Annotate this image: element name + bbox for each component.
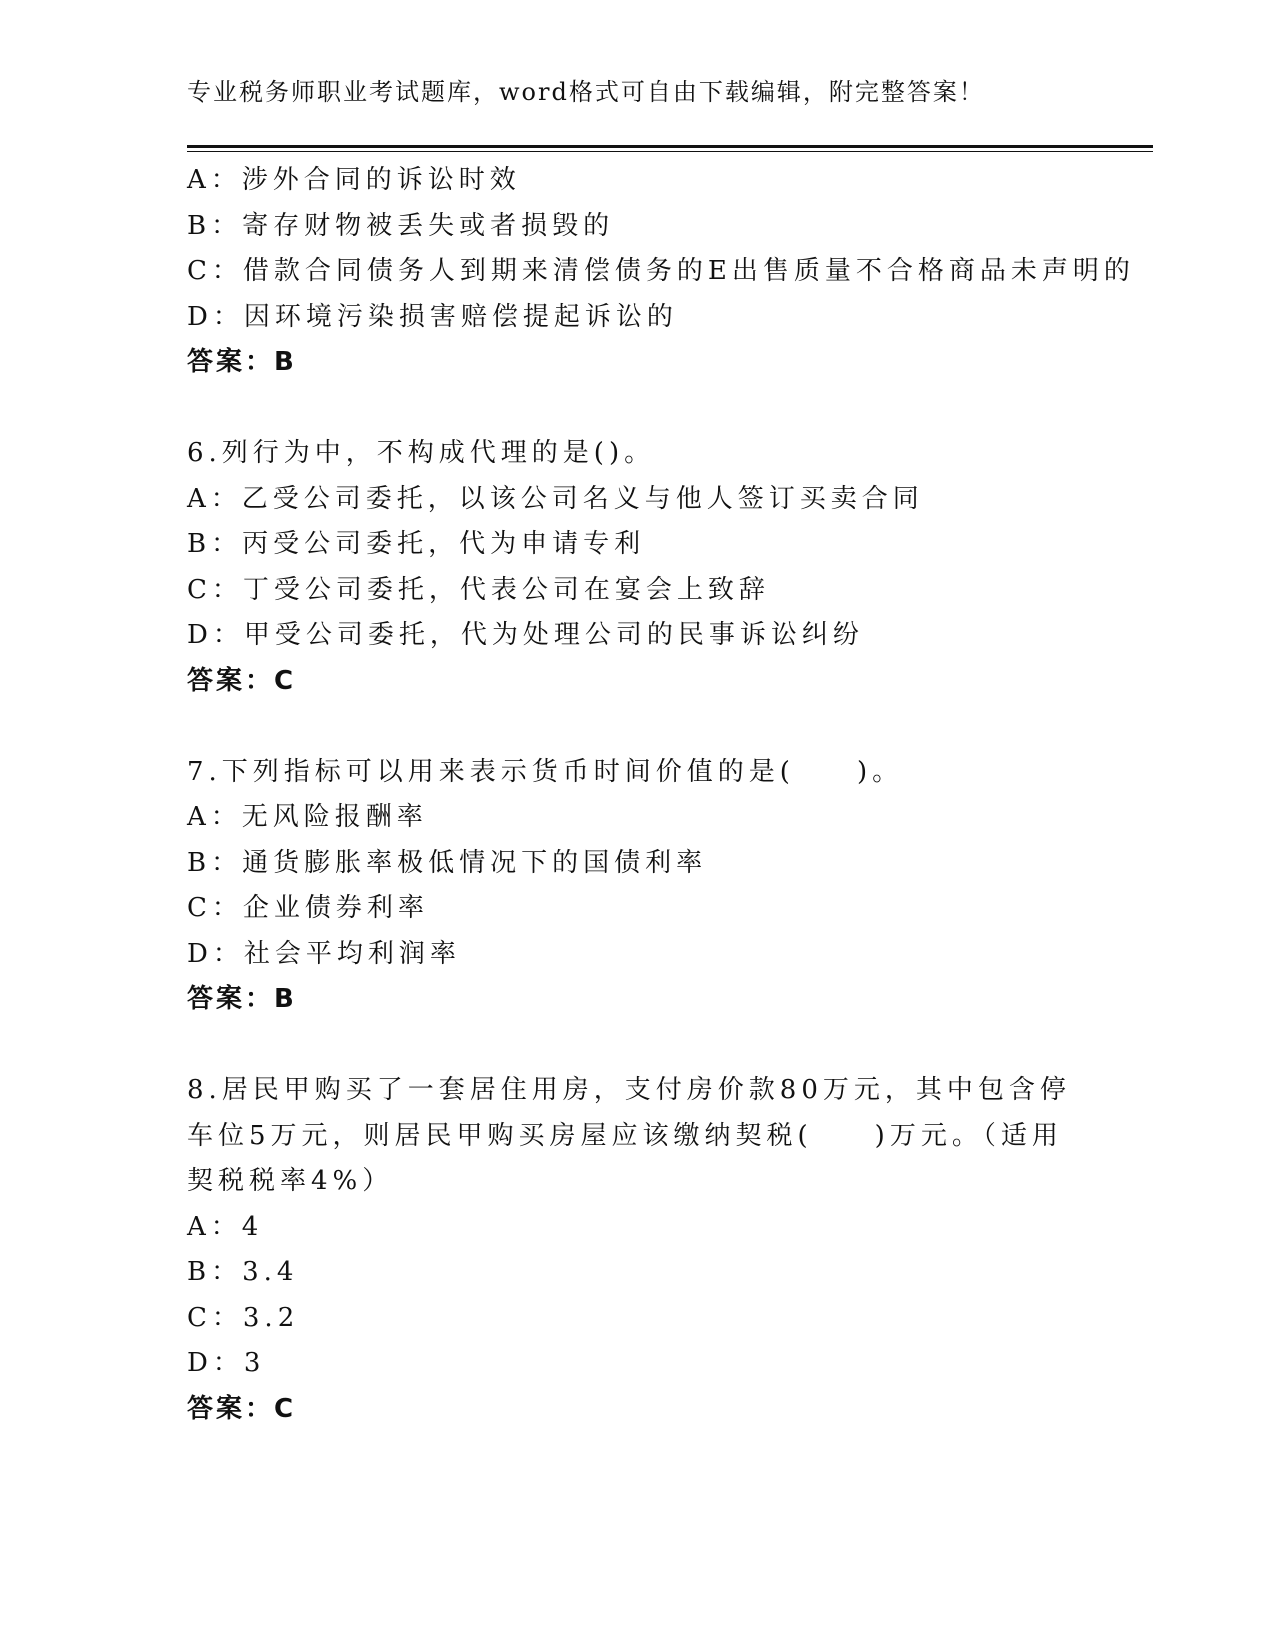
question-block-partial [187, 158, 1135, 386]
option-b: B：通货膨胀率极低情况下的国债利率 [187, 847, 708, 878]
option-d: D：社会平均利润率 [187, 938, 461, 969]
option-b: B：寄存财物被丢失或者损毁的 [187, 210, 615, 241]
question-stem: 6.列行为中，不构成代理的是()。 [187, 438, 656, 468]
option-d: D：因环境污染损害赔偿提起诉讼的 [187, 301, 678, 332]
spacer [187, 1023, 1087, 1069]
option-a: A：乙受公司委托，以该公司名义与他人签订买卖合同 [187, 483, 924, 514]
answer-line: 答案：B [187, 347, 297, 377]
option-c: C：丁受公司委托，代表公司在宴会上致辞 [187, 574, 770, 605]
question-block-8 [187, 1068, 1087, 1432]
option-c: C：企业债券利率 [187, 893, 429, 923]
answer-line: 答案：C [187, 665, 297, 696]
option-a: A：涉外合同的诉讼时效 [187, 165, 521, 195]
question-block-6 [187, 431, 1087, 704]
option-d: D：3 [187, 1348, 266, 1378]
document-body [187, 158, 1135, 1432]
option-b: B：丙受公司委托，代为申请专利 [187, 529, 646, 559]
answer-line: 答案：B [187, 984, 297, 1014]
spacer [187, 386, 1087, 432]
option-a: A：4 [187, 1211, 264, 1242]
spacer [187, 704, 1087, 750]
option-b: B：3.4 [187, 1257, 299, 1287]
option-a: A：无风险报酬率 [187, 802, 428, 832]
question-stem: 8.居民甲购买了一套居住用房，支付房价款80万元，其中包含停车位5万元，则居民甲购买房屋应该缴纳契税( )万元。（适用契税税率4%） [187, 1075, 1071, 1196]
answer-line: 答案：C [187, 1393, 297, 1424]
option-c: C：3.2 [187, 1302, 300, 1333]
option-d: D：甲受公司委托，代为处理公司的民事诉讼纠纷 [187, 620, 864, 650]
option-c: C：借款合同债务人到期来清偿债务的E出售质量不合格商品未声明的 [187, 256, 1135, 286]
page-header: 专业税务师职业考试题库，word格式可自由下载编辑，附完整答案！ [187, 78, 985, 106]
header-divider [187, 145, 1153, 152]
question-block-7 [187, 750, 1087, 1023]
question-stem: 7.下列指标可以用来表示货币时间价值的是( )。 [187, 756, 904, 787]
